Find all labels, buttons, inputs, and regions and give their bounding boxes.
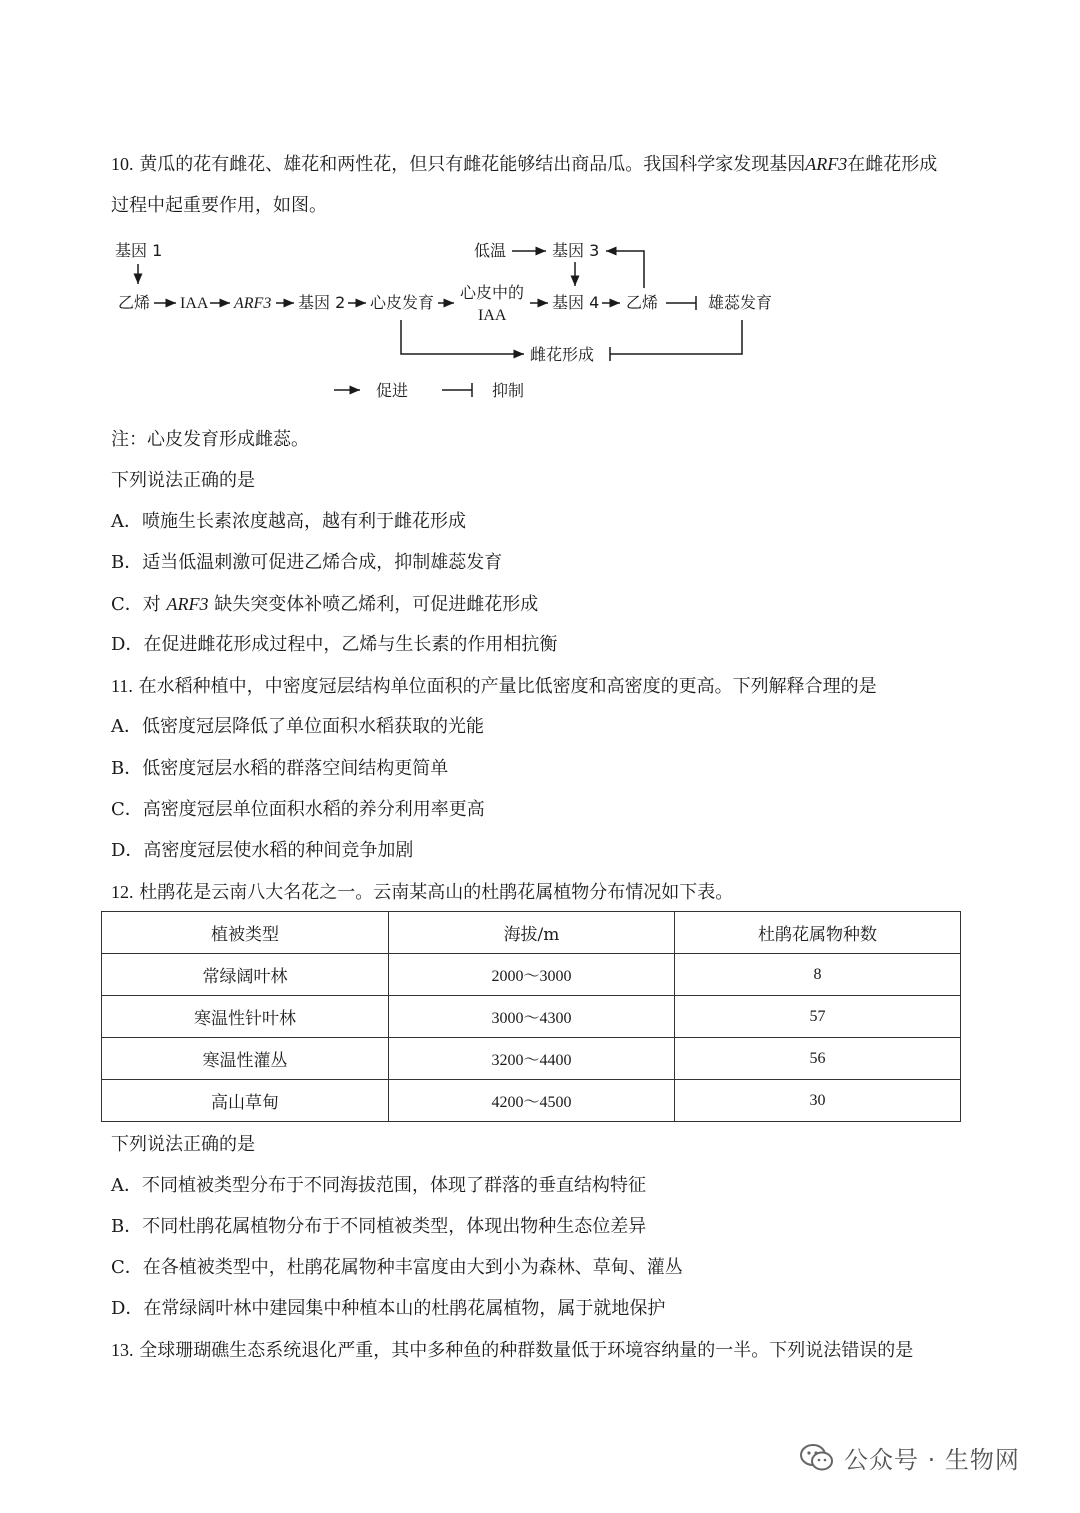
q11-option-c: C．高密度冠层单位面积水稻的养分利用率更高 xyxy=(111,799,485,820)
watermark-text: 公众号 · 生物网 xyxy=(844,1446,1020,1474)
watermark xyxy=(800,1440,1020,1475)
diagram-female-flower: 雌花形成 xyxy=(530,345,595,364)
table-row xyxy=(102,1038,961,1080)
q12-question-stem: 下列说法正确的是 xyxy=(111,1134,255,1155)
table-cell-altitude: 3200～4400 xyxy=(389,1038,675,1080)
q12-stem-text: 杜鹃花是云南八大名花之一。云南某高山的杜鹃花属植物分布情况如下表。 xyxy=(139,882,734,903)
diagram-carpel-iaa-line2: IAA xyxy=(478,307,507,324)
q10-stem-part1: 黄瓜的花有雌花、雄花和两性花，但只有雌花能够结出商品瓜。我国科学家发现基因 xyxy=(139,154,806,175)
table-cell-vegetation: 寒温性灌丛 xyxy=(102,1038,389,1080)
q10-stem-part2: 在雌花形成 xyxy=(847,154,938,175)
table-cell-altitude: 2000～3000 xyxy=(389,954,675,996)
table-row xyxy=(102,1080,961,1122)
q13-number: 13. xyxy=(111,1340,134,1360)
diagram-gene1: 基因 1 xyxy=(115,241,163,260)
q11-stem xyxy=(111,674,877,699)
regulation-diagram xyxy=(110,232,790,407)
legend-promote: 促进 xyxy=(376,381,409,400)
q11-option-d: D．高密度冠层使水稻的种间竞争加剧 xyxy=(111,840,414,861)
diagram-arf3: ARF3 xyxy=(234,295,272,312)
q10-option-c-part2: 缺失突变体补喷乙烯利，可促进雌花形成 xyxy=(214,594,539,615)
table-row xyxy=(102,996,961,1038)
table-cell-vegetation: 常绿阔叶林 xyxy=(102,954,389,996)
q12-stem xyxy=(111,880,733,905)
diagram-gene4: 基因 4 xyxy=(552,293,600,312)
table-cell-vegetation: 寒温性针叶林 xyxy=(102,996,389,1038)
table-header-row xyxy=(102,912,961,954)
arrow-carpel-female xyxy=(401,320,524,354)
table-cell-altitude: 4200～4500 xyxy=(389,1080,675,1122)
q11-stem-text: 在水稻种植中，中密度冠层结构单位面积的产量比低密度和高密度的更高。下列解释合理的是 xyxy=(138,676,877,697)
q12-option-a: A．不同植被类型分布于不同海拔范围，体现了群落的垂直结构特征 xyxy=(111,1175,646,1196)
table-cell-species-count: 30 xyxy=(675,1080,961,1122)
q12-number: 12. xyxy=(111,882,134,902)
diagram-iaa: IAA xyxy=(180,295,209,312)
q12-option-d: D．在常绿阔叶林中建园集中种植本山的杜鹃花属植物，属于就地保护 xyxy=(111,1298,666,1319)
diagram-ethylene2: 乙烯 xyxy=(626,293,659,312)
q10-line1 xyxy=(111,152,937,177)
q11-number: 11. xyxy=(111,676,133,696)
rhododendron-table-container xyxy=(101,911,961,1122)
wechat-icon xyxy=(800,1443,834,1473)
diagram-carpel-development: 心皮发育 xyxy=(370,293,435,312)
q10-gene-arf3: ARF3 xyxy=(805,154,848,174)
q10-option-d: D．在促进雌花形成过程中，乙烯与生长素的作用相抗衡 xyxy=(111,634,558,655)
inhibit-stamen-female xyxy=(610,320,742,354)
table-cell-altitude: 3000～4300 xyxy=(389,996,675,1038)
q10-line2: 过程中起重要作用，如图。 xyxy=(111,195,327,216)
q10-question-stem: 下列说法正确的是 xyxy=(111,470,255,491)
table-cell-species-count: 8 xyxy=(675,954,961,996)
arrow-ethylene-gene3 xyxy=(606,251,644,288)
diagram-gene3: 基因 3 xyxy=(552,241,600,260)
q12-option-b: B．不同杜鹃花属植物分布于不同植被类型，体现出物种生态位差异 xyxy=(111,1216,647,1237)
q10-option-c-part1: C．对 xyxy=(111,594,161,615)
q10-option-a: A．喷施生长素浓度越高，越有利于雌花形成 xyxy=(111,511,466,532)
rhododendron-table xyxy=(101,911,961,1122)
diagram-stamen-development: 雄蕊发育 xyxy=(708,293,773,312)
diagram-ethylene1: 乙烯 xyxy=(118,293,151,312)
q10-note: 注：心皮发育形成雌蕊。 xyxy=(111,429,309,450)
q10-option-c-gene: ARF3 xyxy=(166,594,209,614)
q10-number: 10. xyxy=(111,154,134,174)
q13-stem-text: 全球珊瑚礁生态系统退化严重，其中多种鱼的种群数量低于环境容纳量的一半。下列说法错误的是 xyxy=(139,1340,914,1361)
q11-option-b: B．低密度冠层水稻的群落空间结构更简单 xyxy=(111,758,449,779)
table-header-cell: 杜鹃花属物种数 xyxy=(675,912,961,954)
legend-inhibit: 抑制 xyxy=(492,381,525,400)
diagram-gene2: 基因 2 xyxy=(298,293,346,312)
q10-option-c xyxy=(111,592,538,617)
table-cell-species-count: 56 xyxy=(675,1038,961,1080)
diagram-low-temp: 低温 xyxy=(474,241,507,260)
table-cell-vegetation: 高山草甸 xyxy=(102,1080,389,1122)
q11-option-a: A．低密度冠层降低了单位面积水稻获取的光能 xyxy=(111,716,484,737)
table-header-cell: 海拔/m xyxy=(389,912,675,954)
table-header-cell: 植被类型 xyxy=(102,912,389,954)
table-row xyxy=(102,954,961,996)
table-cell-species-count: 57 xyxy=(675,996,961,1038)
q10-option-b: B．适当低温刺激可促进乙烯合成，抑制雄蕊发育 xyxy=(111,552,503,573)
diagram-carpel-iaa-line1: 心皮中的 xyxy=(460,283,525,302)
q12-option-c: C．在各植被类型中，杜鹃花属物种丰富度由大到小为森林、草甸、灌丛 xyxy=(111,1257,683,1278)
q13-stem xyxy=(111,1338,913,1363)
